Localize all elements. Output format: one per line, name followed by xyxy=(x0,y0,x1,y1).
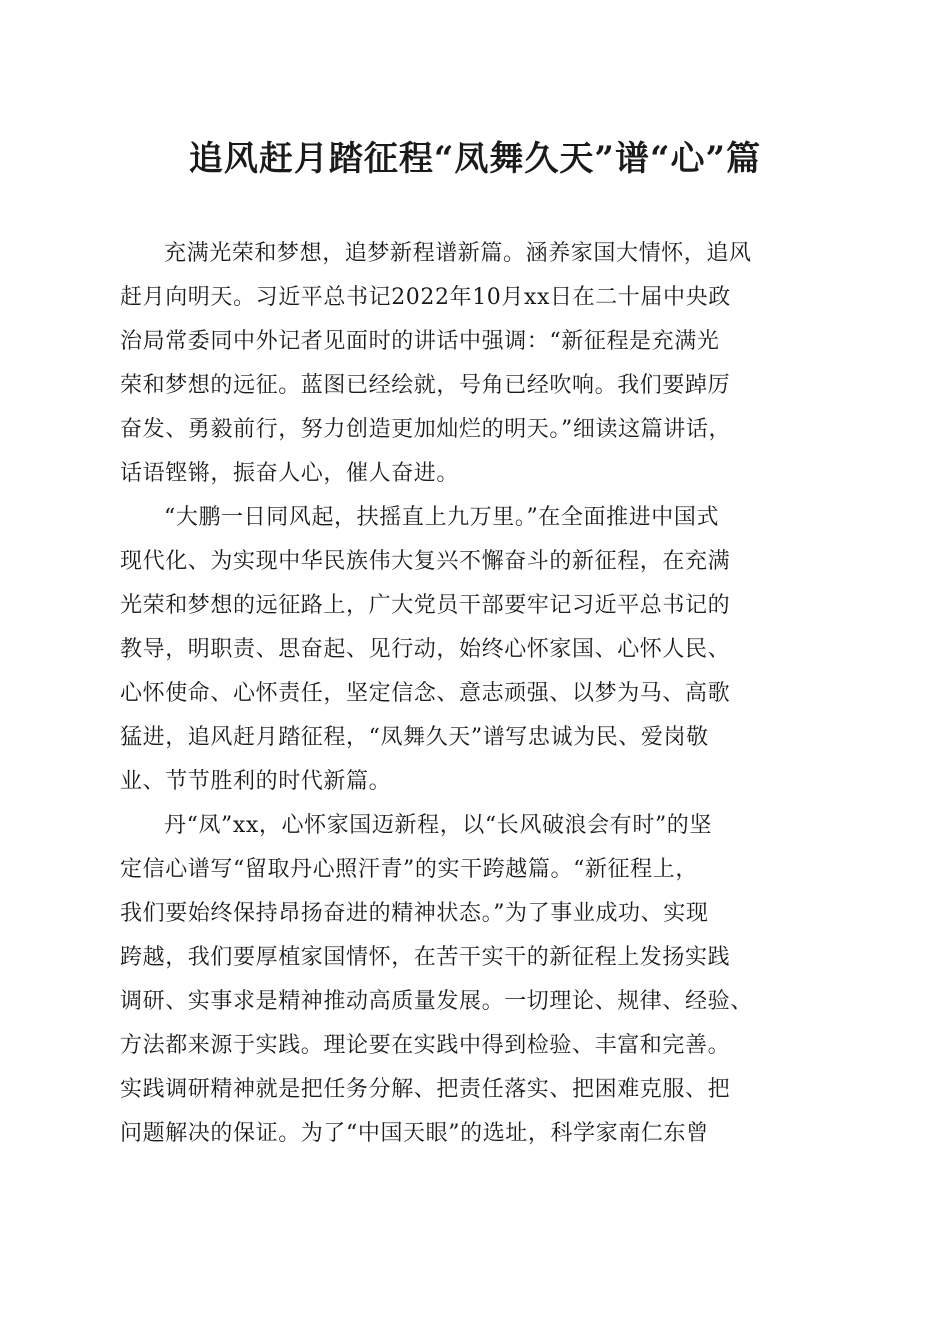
paragraph xyxy=(120,804,830,1156)
paragraph-line: “大鹏一日同风起，扶摇直上九万里。”在全面推进中国式 xyxy=(164,505,720,530)
paragraph-line: 现代化、为实现中华民族伟大复兴不懈奋斗的新征程，在充满 xyxy=(120,549,731,574)
paragraph-line: 教导，明职责、思奋起、见行动，始终心怀家国、心怀人民、 xyxy=(120,637,731,662)
paragraph xyxy=(120,496,830,804)
paragraph-line: 治局常委同中外记者见面时的讲话中强调：“新征程是充满光 xyxy=(120,329,720,354)
paragraph-line: 光荣和梦想的远征路上，广大党员干部要牢记习近平总书记的 xyxy=(120,593,731,618)
paragraph-line: 荣和梦想的远征。蓝图已经绘就，号角已经吹响。我们要踔厉 xyxy=(120,373,731,398)
paragraph-line: 问题解决的保证。为了“中国天眼”的选址，科学家南仁东曾 xyxy=(120,1121,709,1146)
document-title: 追风赶月踏征程“凤舞久天”谱“心”篇 xyxy=(188,139,762,179)
paragraph-line: 调研、实事求是精神推动高质量发展。一切理论、规律、经验、 xyxy=(120,989,753,1014)
paragraph-line: 方法都来源于实践。理论要在实践中得到检验、丰富和完善。 xyxy=(120,1033,731,1058)
paragraph-line: 充满光荣和梦想，追梦新程谱新篇。涵养家国大情怀，追风 xyxy=(164,241,752,266)
paragraph-line: 赶月向明天。习近平总书记2022年10月xx日在二十届中央政 xyxy=(120,285,731,310)
paragraph-line: 跨越，我们要厚植家国情怀，在苦干实干的新征程上发扬实践 xyxy=(120,945,731,970)
document-body xyxy=(120,232,830,1156)
paragraph-line: 实践调研精神就是把任务分解、把责任落实、把困难克服、把 xyxy=(120,1077,731,1102)
paragraph-line: 心怀使命、心怀责任，坚定信念、意志顽强、以梦为马、高歌 xyxy=(120,681,731,706)
paragraph-line: 我们要始终保持昂扬奋进的精神状态。”为了事业成功、实现 xyxy=(120,901,709,926)
paragraph-line: 奋发、勇毅前行，努力创造更加灿烂的明天。”细读这篇讲话， xyxy=(120,417,732,442)
paragraph-line: 丹“凤”xx，心怀家国迈新程，以“长风破浪会有时”的坚 xyxy=(164,813,713,838)
paragraph xyxy=(120,232,830,496)
paragraph-line: 业、节节胜利的时代新篇。 xyxy=(120,769,392,794)
paragraph-line: 定信心谱写“留取丹心照汗青”的实干跨越篇。“新征程上， xyxy=(120,857,698,882)
paragraph-line: 猛进，追风赶月踏征程，“凤舞久天”谱写忠诚为民、爱岗敬 xyxy=(120,725,709,750)
paragraph-line: 话语铿锵，振奋人心，催人奋进。 xyxy=(120,461,460,486)
